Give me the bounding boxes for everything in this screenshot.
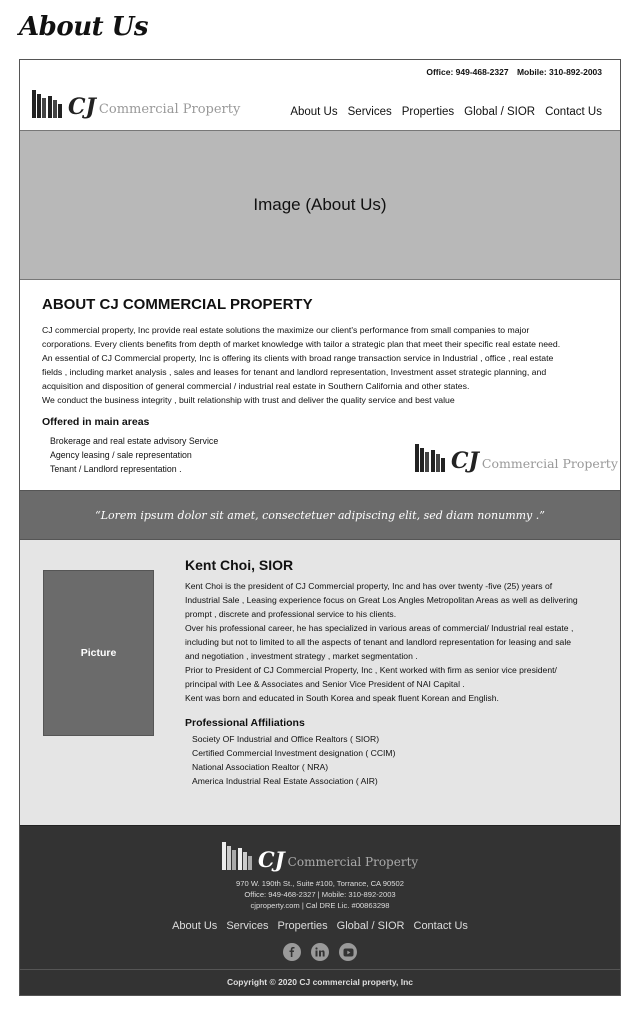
offered-item: Tenant / Landlord representation .: [50, 464, 182, 474]
logo-cj-text: CJ: [258, 847, 285, 872]
about-section: [20, 280, 620, 490]
affiliations-list: [192, 732, 395, 788]
bio-line: Over his professional career, he has specialized in various areas of commercial/ Industrial real estate ,: [185, 623, 574, 633]
footer-logo[interactable]: [222, 840, 418, 870]
about-line: acquisition and disposition of general commercial / industrial real estate in Southern California and other states.: [42, 381, 470, 391]
building-logo-icon: [32, 88, 62, 118]
footer-divider: [20, 969, 620, 970]
bio-line: including but not to limited to all the aspects of tenant and landlord representation for leasing and sale: [185, 637, 572, 647]
profile-bio: [185, 579, 605, 705]
quote-text: “Lorem ipsum dolor sit amet, consectetuer adipiscing elit, sed diam nonummy .”: [95, 508, 545, 522]
offered-item: Brokerage and real estate advisory Service: [50, 436, 219, 446]
page-frame: [19, 59, 621, 996]
affiliations-title: Professional Affiliations: [185, 717, 305, 729]
picture-label: Picture: [80, 647, 117, 659]
bio-line: Prior to President of CJ Commercial Property, Inc , Kent worked with firm as senior vice president/: [185, 665, 557, 675]
nav-properties[interactable]: Properties: [401, 106, 455, 118]
facebook-icon[interactable]: [283, 943, 301, 961]
logo-cj-text: CJ: [451, 448, 479, 474]
bio-line: Kent was born and educated in South Korea and speak fluent Korean and English.: [185, 693, 499, 703]
logo-name-text: Commercial Property: [98, 102, 241, 117]
about-line: fields , including market analysis , sales and leases for tenant and landlord representation, Investment asset strategic planning, and: [42, 367, 547, 377]
profile-picture-placeholder: [43, 570, 154, 736]
nav-global-sior[interactable]: Global / SIOR: [464, 106, 536, 118]
footer-nav-contact-us[interactable]: Contact Us: [413, 920, 468, 932]
profile-name: Kent Choi, SIOR: [185, 557, 294, 573]
nav-about-us[interactable]: About Us: [290, 106, 338, 118]
site-footer: [20, 825, 620, 996]
copyright: Copyright © 2020 CJ commercial property, Inc: [226, 977, 414, 987]
about-text: [42, 323, 602, 407]
bio-line: Industrial Sale , Leasing experience focus on Great Los Angles Metropolitan Areas as well as delivering: [185, 595, 578, 605]
footer-phones: Office: 949-468-2327 | Mobile: 310-892-2003: [244, 890, 396, 899]
about-title: ABOUT CJ COMMERCIAL PROPERTY: [42, 296, 313, 313]
mobile-phone[interactable]: Mobile: 310-892-2003: [516, 67, 602, 77]
footer-nav: [20, 920, 620, 932]
affiliation-item: Society OF Industrial and Office Realtors ( SIOR): [192, 734, 380, 744]
about-line: corporations. Every clients benefits from depth of market knowledge with tailor a strategic plan that meet their specific real estate need.: [42, 339, 561, 349]
contact-line: [426, 67, 602, 77]
hero-label: Image (About Us): [253, 195, 387, 214]
bio-line: Kent Choi is the president of CJ Commercial property, Inc and has over twenty -five (25) years of: [185, 581, 553, 591]
bio-line: principal with Lee & Associates and Senior Vice President of NAI Capital .: [185, 679, 465, 689]
hero-image-placeholder: [20, 130, 620, 280]
profile-section: [20, 540, 620, 825]
about-logo: [415, 442, 618, 472]
footer-info: [20, 878, 620, 911]
about-line: An essential of CJ Commercial property, Inc is offering its clients with broad range transaction service in Industrial , office , real estate: [42, 353, 554, 363]
footer-web[interactable]: cjproperty.com | Cal DRE Lic. #00863298: [250, 901, 390, 910]
nav-services[interactable]: Services: [347, 106, 392, 118]
logo-cj-text: CJ: [68, 94, 96, 120]
footer-address: 970 W. 190th St., Suite #100, Torrance, CA 90502: [236, 879, 404, 888]
footer-nav-properties[interactable]: Properties: [277, 920, 328, 932]
offered-title: Offered in main areas: [42, 416, 150, 428]
youtube-icon[interactable]: [339, 943, 357, 961]
linkedin-icon[interactable]: [311, 943, 329, 961]
site-logo[interactable]: [32, 88, 240, 118]
logo-name-text: Commercial Property: [287, 855, 419, 869]
affiliation-item: America Industrial Real Estate Association ( AIR): [192, 776, 378, 786]
building-logo-icon: [415, 442, 445, 472]
footer-nav-global-sior[interactable]: Global / SIOR: [336, 920, 405, 932]
bio-line: prompt , discrete and professional service to his clients.: [185, 609, 397, 619]
main-nav: [290, 106, 602, 118]
logo-name-text: Commercial Property: [481, 455, 618, 471]
about-line: We conduct the business integrity , built relationship with trust and deliver the quality service and best value: [42, 395, 455, 405]
nav-contact-us[interactable]: Contact Us: [545, 106, 602, 118]
footer-nav-services[interactable]: Services: [226, 920, 269, 932]
offered-list: [50, 434, 218, 476]
affiliation-item: Certified Commercial Investment designation ( CCIM): [192, 748, 396, 758]
page-heading: About Us: [19, 12, 148, 42]
site-header: [20, 60, 620, 130]
affiliation-item: National Association Realtor ( NRA): [192, 762, 329, 772]
offered-item: Agency leasing / sale representation: [50, 450, 192, 460]
social-links: [20, 943, 620, 961]
about-line: CJ commercial property, Inc provide real estate solutions the maximize our client's performance from small companies to major: [42, 325, 530, 335]
office-phone[interactable]: Office: 949-468-2327: [426, 67, 509, 77]
building-logo-icon: [222, 840, 252, 870]
footer-nav-about-us[interactable]: About Us: [172, 920, 218, 932]
bio-line: and negotiation , investment strategy , market segmentation .: [185, 651, 418, 661]
quote-banner: [20, 490, 620, 540]
